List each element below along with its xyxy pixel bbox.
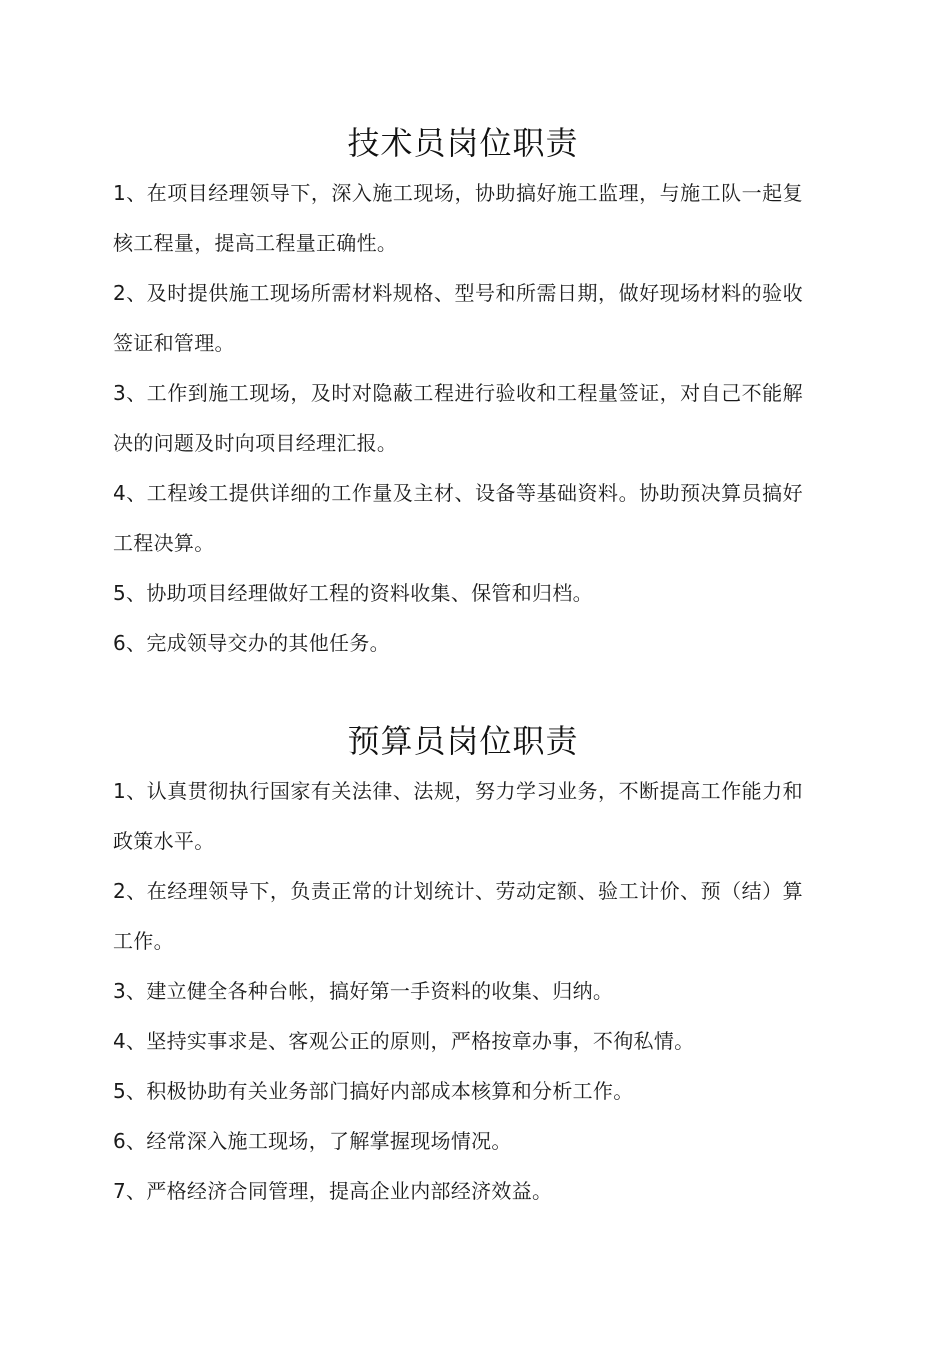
duty-list — [113, 766, 813, 1216]
list-item: 3、工作到施工现场，及时对隐蔽工程进行验收和工程量签证，对自己不能解决的问题及时向项目经理汇报。 — [113, 381, 803, 455]
list-item: 1、认真贯彻执行国家有关法律、法规，努力学习业务，不断提高工作能力和政策水平。 — [113, 779, 803, 853]
list-item: 3、建立健全各种台帐，搞好第一手资料的收集、归纳。 — [113, 979, 614, 1003]
list-item: 5、积极协助有关业务部门搞好内部成本核算和分析工作。 — [113, 1079, 634, 1103]
list-item: 4、工程竣工提供详细的工作量及主材、设备等基础资料。协助预决算员搞好工程决算。 — [113, 481, 803, 555]
budget-clerk-duties-section — [113, 716, 813, 1216]
section-title: 技术员岗位职责 — [347, 124, 579, 162]
list-item: 6、完成领导交办的其他任务。 — [113, 631, 390, 655]
list-item: 4、坚持实事求是、客观公正的原则，严格按章办事，不徇私情。 — [113, 1029, 695, 1053]
list-item: 1、在项目经理领导下，深入施工现场，协助搞好施工监理，与施工队一起复核工程量，提高工程量正确性。 — [113, 181, 803, 255]
list-item: 2、在经理领导下，负责正常的计划统计、劳动定额、验工计价、预（结）算工作。 — [113, 879, 803, 953]
duty-list — [113, 168, 813, 668]
list-item: 5、协助项目经理做好工程的资料收集、保管和归档。 — [113, 581, 593, 605]
list-item: 2、及时提供施工现场所需材料规格、型号和所需日期，做好现场材料的验收签证和管理。 — [113, 281, 803, 355]
technician-duties-section — [113, 118, 813, 668]
list-item: 6、经常深入施工现场，了解掌握现场情况。 — [113, 1129, 512, 1153]
list-item: 7、严格经济合同管理，提高企业内部经济效益。 — [113, 1179, 553, 1203]
section-title: 预算员岗位职责 — [347, 722, 579, 760]
